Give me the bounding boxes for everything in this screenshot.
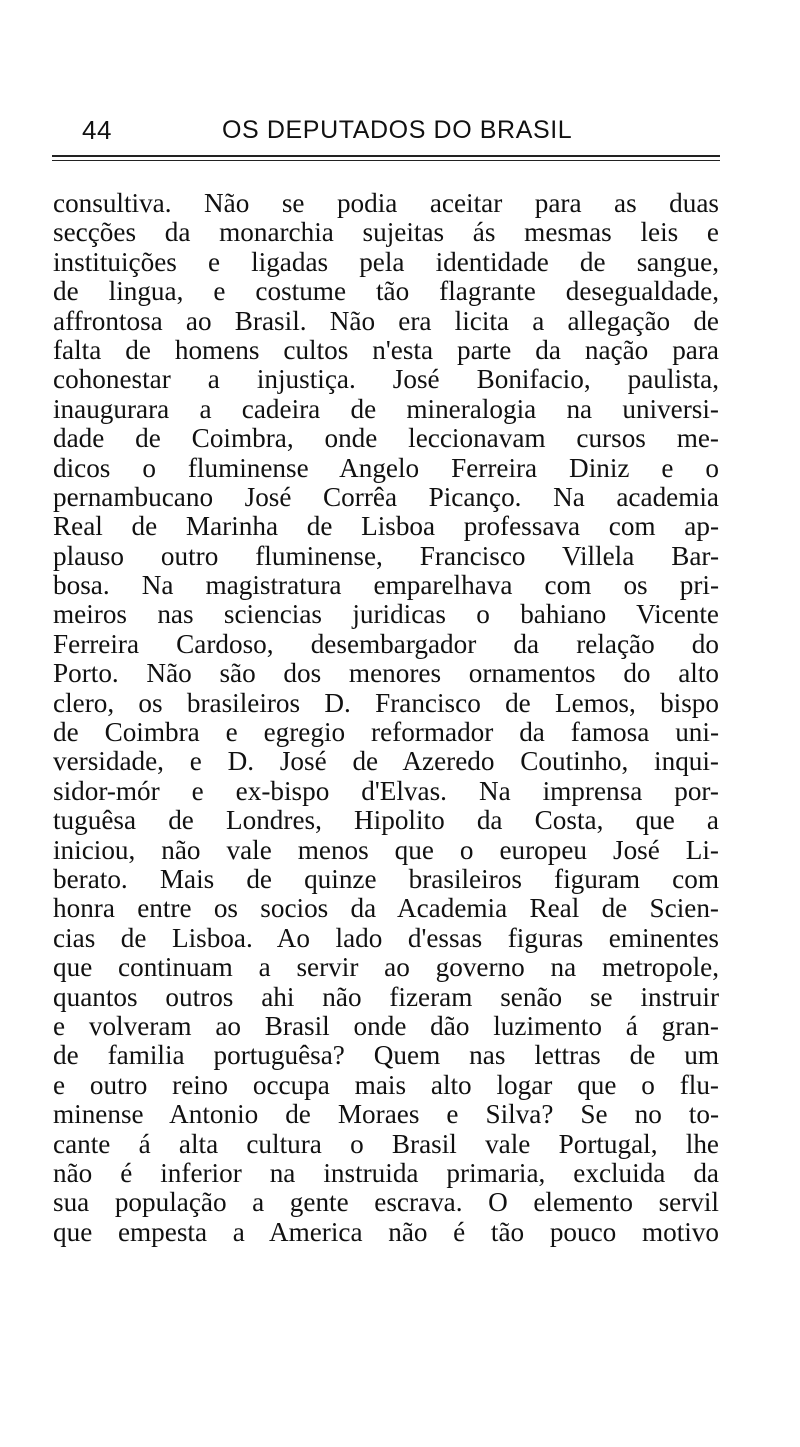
text-line: e outro reino occupa mais alto logar que o flu- xyxy=(53,1070,719,1100)
text-line: de lingua, e costume tão flagrante desegualdade, xyxy=(53,277,719,307)
running-head xyxy=(78,112,722,148)
text-line: secções da monarchia sujeitas ás mesmas leis e xyxy=(53,218,719,248)
text-line: Real de Marinha de Lisboa professava com ap- xyxy=(53,512,719,542)
text-line: pernambucano José Corrêa Picanço. Na academia xyxy=(53,482,719,512)
text-line: quantos outros ahi não fizeram senão se instruir xyxy=(53,982,719,1012)
text-line: dade de Coimbra, onde leccionavam cursos me- xyxy=(53,424,719,454)
text-line: dicos o fluminense Angelo Ferreira Diniz e o xyxy=(53,453,719,483)
text-line: clero, os brasileiros D. Francisco de Lemos, bispo xyxy=(53,688,719,718)
text-line: bosa. Na magistratura emparelhava com os pri- xyxy=(53,571,719,601)
text-line: instituições e ligadas pela identidade de sangue, xyxy=(53,247,719,277)
text-line: cohonestar a injustiça. José Bonifacio, paulista, xyxy=(53,365,719,395)
text-line: e volveram ao Brasil onde dão luzimento á gran- xyxy=(53,1011,719,1041)
running-title: OS DEPUTADOS DO BRASIL xyxy=(222,116,573,144)
text-line: versidade, e D. José de Azeredo Coutinho, inqui- xyxy=(53,747,719,777)
text-line: honra entre os socios da Academia Real de Scien- xyxy=(53,894,719,924)
text-line: inaugurara a cadeira de mineralogia na universi- xyxy=(53,394,719,424)
text-line: sua população a gente escrava. O elemento servil xyxy=(53,1188,719,1218)
text-line: cante á alta cultura o Brasil vale Portugal, lhe xyxy=(53,1129,719,1159)
text-line: que empesta a America não é tão pouco motivo xyxy=(53,1217,719,1247)
text-line: de familia portuguêsa? Quem nas lettras de um xyxy=(53,1041,719,1071)
header-rule-top xyxy=(52,155,720,157)
text-line: berato. Mais de quinze brasileiros figuram com xyxy=(53,864,719,894)
text-line: plauso outro fluminense, Francisco Villela Bar- xyxy=(53,541,719,571)
text-line: sidor-mór e ex-bispo d'Elvas. Na imprensa por- xyxy=(53,776,719,806)
text-line: de Coimbra e egregio reformador da famosa uni- xyxy=(53,718,719,748)
body-text xyxy=(53,189,719,1247)
text-line: affrontosa ao Brasil. Não era licita a allegação de xyxy=(53,306,719,336)
text-line: cias de Lisboa. Ao lado d'essas figuras eminentes xyxy=(53,923,719,953)
text-line: consultiva. Não se podia aceitar para as duas xyxy=(53,189,719,218)
text-line: falta de homens cultos n'esta parte da nação para xyxy=(53,335,719,365)
text-line: iniciou, não vale menos que o europeu José Li- xyxy=(53,835,719,865)
text-line: minense Antonio de Moraes e Silva? Se no to- xyxy=(53,1100,719,1130)
text-line: Ferreira Cardoso, desembargador da relação do xyxy=(53,629,719,659)
header-rule-bottom xyxy=(52,160,720,161)
text-line: que continuam a servir ao governo na metropole, xyxy=(53,953,719,983)
page-number: 44 xyxy=(82,115,112,145)
text-line: Porto. Não são dos menores ornamentos do alto xyxy=(53,659,719,689)
text-line: meiros nas sciencias juridicas o bahiano Vicente xyxy=(53,600,719,630)
text-line: tuguêsa de Londres, Hipolito da Costa, que a xyxy=(53,806,719,836)
text-line: não é inferior na instruida primaria, excluida da xyxy=(53,1158,719,1188)
